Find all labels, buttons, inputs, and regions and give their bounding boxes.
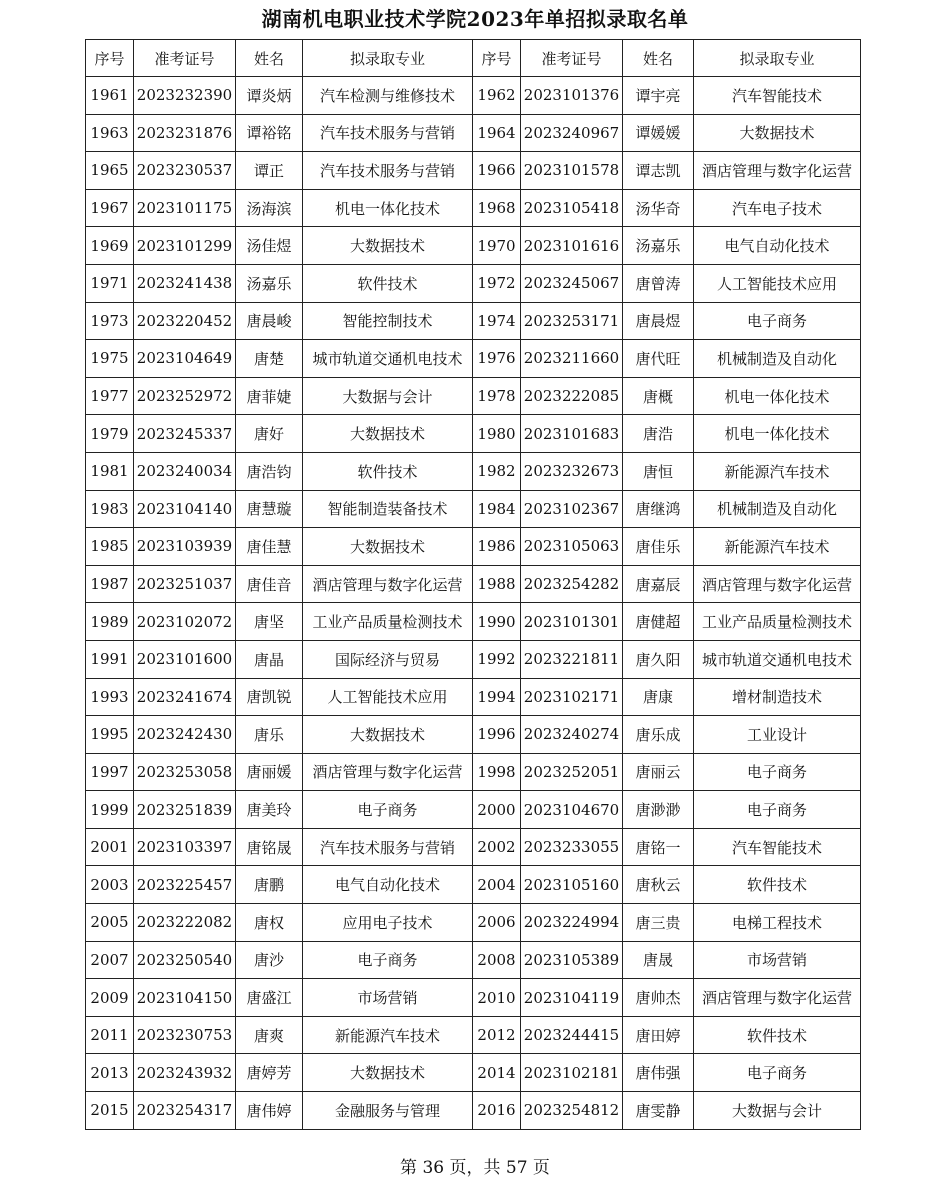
name-cell: 唐鹏 xyxy=(236,866,303,904)
name-cell: 唐伟婷 xyxy=(236,1092,303,1130)
exam-id-cell: 2023102072 xyxy=(134,603,236,641)
seq-cell: 1971 xyxy=(86,264,134,302)
exam-id-cell: 2023101299 xyxy=(134,227,236,265)
major-cell: 软件技术 xyxy=(303,264,473,302)
name-cell: 唐渺渺 xyxy=(623,791,694,829)
name-cell: 唐晨峻 xyxy=(236,302,303,340)
major-cell: 人工智能技术应用 xyxy=(694,264,861,302)
seq-cell: 1992 xyxy=(473,640,521,678)
major-cell: 大数据与会计 xyxy=(303,377,473,415)
major-cell: 智能制造装备技术 xyxy=(303,490,473,528)
name-cell: 唐楚 xyxy=(236,340,303,378)
seq-cell: 2005 xyxy=(86,904,134,942)
seq-cell: 1998 xyxy=(473,753,521,791)
exam-id-cell: 2023101683 xyxy=(521,415,623,453)
seq-cell: 1981 xyxy=(86,452,134,490)
exam-id-cell: 2023254282 xyxy=(521,565,623,603)
table-row xyxy=(86,716,861,754)
name-cell: 唐浩钧 xyxy=(236,452,303,490)
table-row xyxy=(86,415,861,453)
name-cell: 唐雯静 xyxy=(623,1092,694,1130)
table-row xyxy=(86,1092,861,1130)
exam-id-cell: 2023230753 xyxy=(134,1016,236,1054)
exam-id-cell: 2023105160 xyxy=(521,866,623,904)
page-footer: 第 36 页，共 57 页 xyxy=(400,1158,550,1178)
major-cell: 机械制造及自动化 xyxy=(694,340,861,378)
admission-table xyxy=(85,39,861,1130)
seq-cell: 2003 xyxy=(86,866,134,904)
table-row xyxy=(86,1016,861,1054)
seq-cell: 1996 xyxy=(473,716,521,754)
major-cell: 城市轨道交通机电技术 xyxy=(303,340,473,378)
seq-cell: 2010 xyxy=(473,979,521,1017)
major-cell: 大数据技术 xyxy=(694,114,861,152)
exam-id-cell: 2023101175 xyxy=(134,189,236,227)
seq-cell: 1976 xyxy=(473,340,521,378)
major-cell: 软件技术 xyxy=(694,866,861,904)
seq-cell: 1988 xyxy=(473,565,521,603)
major-cell: 软件技术 xyxy=(303,452,473,490)
table-row xyxy=(86,302,861,340)
exam-id-cell: 2023104140 xyxy=(134,490,236,528)
seq-cell: 2014 xyxy=(473,1054,521,1092)
exam-id-cell: 2023232673 xyxy=(521,452,623,490)
column-header-exam-id: 准考证号 xyxy=(134,40,236,77)
major-cell: 大数据技术 xyxy=(303,1054,473,1092)
exam-id-cell: 2023105418 xyxy=(521,189,623,227)
name-cell: 唐三贵 xyxy=(623,904,694,942)
seq-cell: 1979 xyxy=(86,415,134,453)
name-cell: 唐丽媛 xyxy=(236,753,303,791)
exam-id-cell: 2023104119 xyxy=(521,979,623,1017)
name-cell: 唐继鸿 xyxy=(623,490,694,528)
major-cell: 大数据技术 xyxy=(303,415,473,453)
major-cell: 酒店管理与数字化运营 xyxy=(694,979,861,1017)
major-cell: 酒店管理与数字化运营 xyxy=(694,152,861,190)
major-cell: 机电一体化技术 xyxy=(694,415,861,453)
exam-id-cell: 2023103397 xyxy=(134,828,236,866)
seq-cell: 1963 xyxy=(86,114,134,152)
major-cell: 电气自动化技术 xyxy=(303,866,473,904)
table-row xyxy=(86,791,861,829)
seq-cell: 1993 xyxy=(86,678,134,716)
column-header-major: 拟录取专业 xyxy=(303,40,473,77)
exam-id-cell: 2023252051 xyxy=(521,753,623,791)
table-row xyxy=(86,640,861,678)
seq-cell: 1986 xyxy=(473,528,521,566)
exam-id-cell: 2023251839 xyxy=(134,791,236,829)
column-header-seq: 序号 xyxy=(473,40,521,77)
exam-id-cell: 2023244415 xyxy=(521,1016,623,1054)
table-row xyxy=(86,904,861,942)
name-cell: 唐康 xyxy=(623,678,694,716)
exam-id-cell: 2023101301 xyxy=(521,603,623,641)
table-row xyxy=(86,866,861,904)
exam-id-cell: 2023224994 xyxy=(521,904,623,942)
name-cell: 谭宇亮 xyxy=(623,77,694,115)
table-row xyxy=(86,490,861,528)
seq-cell: 1965 xyxy=(86,152,134,190)
name-cell: 唐晟 xyxy=(623,941,694,979)
seq-cell: 2011 xyxy=(86,1016,134,1054)
seq-cell: 2000 xyxy=(473,791,521,829)
table-row xyxy=(86,340,861,378)
seq-cell: 1990 xyxy=(473,603,521,641)
seq-cell: 1974 xyxy=(473,302,521,340)
seq-cell: 1972 xyxy=(473,264,521,302)
exam-id-cell: 2023105063 xyxy=(521,528,623,566)
exam-id-cell: 2023222082 xyxy=(134,904,236,942)
exam-id-cell: 2023102367 xyxy=(521,490,623,528)
seq-cell: 1964 xyxy=(473,114,521,152)
name-cell: 汤嘉乐 xyxy=(623,227,694,265)
major-cell: 电子商务 xyxy=(694,1054,861,1092)
major-cell: 城市轨道交通机电技术 xyxy=(694,640,861,678)
major-cell: 软件技术 xyxy=(694,1016,861,1054)
major-cell: 汽车智能技术 xyxy=(694,77,861,115)
table-row xyxy=(86,189,861,227)
exam-id-cell: 2023230537 xyxy=(134,152,236,190)
exam-id-cell: 2023243932 xyxy=(134,1054,236,1092)
major-cell: 工业设计 xyxy=(694,716,861,754)
seq-cell: 1983 xyxy=(86,490,134,528)
seq-cell: 2012 xyxy=(473,1016,521,1054)
name-cell: 谭炎炳 xyxy=(236,77,303,115)
exam-id-cell: 2023220452 xyxy=(134,302,236,340)
name-cell: 唐田婷 xyxy=(623,1016,694,1054)
exam-id-cell: 2023253058 xyxy=(134,753,236,791)
seq-cell: 2007 xyxy=(86,941,134,979)
exam-id-cell: 2023103939 xyxy=(134,528,236,566)
seq-cell: 2008 xyxy=(473,941,521,979)
name-cell: 唐坚 xyxy=(236,603,303,641)
exam-id-cell: 2023104670 xyxy=(521,791,623,829)
exam-id-cell: 2023240034 xyxy=(134,452,236,490)
exam-id-cell: 2023105389 xyxy=(521,941,623,979)
name-cell: 唐好 xyxy=(236,415,303,453)
name-cell: 唐铭晟 xyxy=(236,828,303,866)
table-body xyxy=(86,77,861,1130)
name-cell: 唐爽 xyxy=(236,1016,303,1054)
seq-cell: 1995 xyxy=(86,716,134,754)
table-row xyxy=(86,1054,861,1092)
seq-cell: 1970 xyxy=(473,227,521,265)
major-cell: 金融服务与管理 xyxy=(303,1092,473,1130)
major-cell: 电子商务 xyxy=(303,791,473,829)
name-cell: 唐佳音 xyxy=(236,565,303,603)
major-cell: 机械制造及自动化 xyxy=(694,490,861,528)
seq-cell: 1991 xyxy=(86,640,134,678)
exam-id-cell: 2023245337 xyxy=(134,415,236,453)
column-header-exam-id: 准考证号 xyxy=(521,40,623,77)
major-cell: 大数据与会计 xyxy=(694,1092,861,1130)
exam-id-cell: 2023101376 xyxy=(521,77,623,115)
major-cell: 大数据技术 xyxy=(303,227,473,265)
seq-cell: 2015 xyxy=(86,1092,134,1130)
column-header-name: 姓名 xyxy=(623,40,694,77)
exam-id-cell: 2023101616 xyxy=(521,227,623,265)
major-cell: 机电一体化技术 xyxy=(303,189,473,227)
seq-cell: 1975 xyxy=(86,340,134,378)
name-cell: 汤华奇 xyxy=(623,189,694,227)
name-cell: 唐凯锐 xyxy=(236,678,303,716)
exam-id-cell: 2023250540 xyxy=(134,941,236,979)
exam-id-cell: 2023252972 xyxy=(134,377,236,415)
seq-cell: 1967 xyxy=(86,189,134,227)
seq-cell: 2016 xyxy=(473,1092,521,1130)
exam-id-cell: 2023233055 xyxy=(521,828,623,866)
major-cell: 市场营销 xyxy=(303,979,473,1017)
exam-id-cell: 2023242430 xyxy=(134,716,236,754)
table-row xyxy=(86,227,861,265)
name-cell: 谭正 xyxy=(236,152,303,190)
seq-cell: 1982 xyxy=(473,452,521,490)
major-cell: 新能源汽车技术 xyxy=(694,452,861,490)
exam-id-cell: 2023231876 xyxy=(134,114,236,152)
name-cell: 唐曾涛 xyxy=(623,264,694,302)
name-cell: 唐秋云 xyxy=(623,866,694,904)
seq-cell: 2013 xyxy=(86,1054,134,1092)
major-cell: 电子商务 xyxy=(694,302,861,340)
major-cell: 应用电子技术 xyxy=(303,904,473,942)
name-cell: 唐丽云 xyxy=(623,753,694,791)
major-cell: 汽车检测与维修技术 xyxy=(303,77,473,115)
name-cell: 唐帅杰 xyxy=(623,979,694,1017)
name-cell: 唐慧璇 xyxy=(236,490,303,528)
seq-cell: 1973 xyxy=(86,302,134,340)
table-row xyxy=(86,603,861,641)
exam-id-cell: 2023102181 xyxy=(521,1054,623,1092)
major-cell: 工业产品质量检测技术 xyxy=(303,603,473,641)
exam-id-cell: 2023211660 xyxy=(521,340,623,378)
seq-cell: 2002 xyxy=(473,828,521,866)
name-cell: 唐菲婕 xyxy=(236,377,303,415)
table-row xyxy=(86,678,861,716)
major-cell: 电子商务 xyxy=(694,753,861,791)
exam-id-cell: 2023251037 xyxy=(134,565,236,603)
table-row xyxy=(86,77,861,115)
exam-id-cell: 2023101600 xyxy=(134,640,236,678)
exam-id-cell: 2023253171 xyxy=(521,302,623,340)
exam-id-cell: 2023245067 xyxy=(521,264,623,302)
seq-cell: 2004 xyxy=(473,866,521,904)
name-cell: 谭裕铭 xyxy=(236,114,303,152)
name-cell: 汤佳煜 xyxy=(236,227,303,265)
table-row xyxy=(86,114,861,152)
seq-cell: 1989 xyxy=(86,603,134,641)
exam-id-cell: 2023225457 xyxy=(134,866,236,904)
exam-id-cell: 2023241674 xyxy=(134,678,236,716)
seq-cell: 1978 xyxy=(473,377,521,415)
name-cell: 唐代旺 xyxy=(623,340,694,378)
table-row xyxy=(86,828,861,866)
exam-id-cell: 2023102171 xyxy=(521,678,623,716)
name-cell: 唐佳慧 xyxy=(236,528,303,566)
major-cell: 增材制造技术 xyxy=(694,678,861,716)
major-cell: 新能源汽车技术 xyxy=(303,1016,473,1054)
name-cell: 唐铭一 xyxy=(623,828,694,866)
major-cell: 汽车技术服务与营销 xyxy=(303,152,473,190)
name-cell: 唐伟强 xyxy=(623,1054,694,1092)
table-row xyxy=(86,528,861,566)
major-cell: 电气自动化技术 xyxy=(694,227,861,265)
table-row xyxy=(86,753,861,791)
name-cell: 唐佳乐 xyxy=(623,528,694,566)
seq-cell: 1977 xyxy=(86,377,134,415)
table-row xyxy=(86,979,861,1017)
name-cell: 唐晨煜 xyxy=(623,302,694,340)
name-cell: 唐权 xyxy=(236,904,303,942)
name-cell: 唐乐成 xyxy=(623,716,694,754)
column-header-seq: 序号 xyxy=(86,40,134,77)
name-cell: 唐恒 xyxy=(623,452,694,490)
name-cell: 唐晶 xyxy=(236,640,303,678)
exam-id-cell: 2023222085 xyxy=(521,377,623,415)
major-cell: 酒店管理与数字化运营 xyxy=(303,753,473,791)
major-cell: 酒店管理与数字化运营 xyxy=(694,565,861,603)
major-cell: 电梯工程技术 xyxy=(694,904,861,942)
name-cell: 唐乐 xyxy=(236,716,303,754)
exam-id-cell: 2023101578 xyxy=(521,152,623,190)
name-cell: 汤海滨 xyxy=(236,189,303,227)
seq-cell: 1997 xyxy=(86,753,134,791)
major-cell: 酒店管理与数字化运营 xyxy=(303,565,473,603)
major-cell: 工业产品质量检测技术 xyxy=(694,603,861,641)
exam-id-cell: 2023104649 xyxy=(134,340,236,378)
seq-cell: 1980 xyxy=(473,415,521,453)
name-cell: 唐美玲 xyxy=(236,791,303,829)
exam-id-cell: 2023232390 xyxy=(134,77,236,115)
seq-cell: 1962 xyxy=(473,77,521,115)
seq-cell: 2006 xyxy=(473,904,521,942)
exam-id-cell: 2023240274 xyxy=(521,716,623,754)
column-header-major: 拟录取专业 xyxy=(694,40,861,77)
seq-cell: 1985 xyxy=(86,528,134,566)
name-cell: 唐婷芳 xyxy=(236,1054,303,1092)
table-row xyxy=(86,377,861,415)
seq-cell: 1984 xyxy=(473,490,521,528)
major-cell: 人工智能技术应用 xyxy=(303,678,473,716)
document-title: 湖南机电职业技术学院2023年单招拟录取名单 xyxy=(261,7,689,31)
table-row xyxy=(86,264,861,302)
name-cell: 唐久阳 xyxy=(623,640,694,678)
table-header-row xyxy=(86,40,861,77)
exam-id-cell: 2023221811 xyxy=(521,640,623,678)
exam-id-cell: 2023254317 xyxy=(134,1092,236,1130)
table-row xyxy=(86,452,861,490)
table-row xyxy=(86,565,861,603)
major-cell: 机电一体化技术 xyxy=(694,377,861,415)
seq-cell: 1961 xyxy=(86,77,134,115)
name-cell: 谭媛媛 xyxy=(623,114,694,152)
name-cell: 谭志凯 xyxy=(623,152,694,190)
seq-cell: 1987 xyxy=(86,565,134,603)
seq-cell: 1968 xyxy=(473,189,521,227)
major-cell: 大数据技术 xyxy=(303,528,473,566)
table-row xyxy=(86,941,861,979)
major-cell: 电子商务 xyxy=(694,791,861,829)
major-cell: 智能控制技术 xyxy=(303,302,473,340)
name-cell: 唐概 xyxy=(623,377,694,415)
major-cell: 电子商务 xyxy=(303,941,473,979)
seq-cell: 2009 xyxy=(86,979,134,1017)
major-cell: 大数据技术 xyxy=(303,716,473,754)
major-cell: 国际经济与贸易 xyxy=(303,640,473,678)
seq-cell: 1966 xyxy=(473,152,521,190)
seq-cell: 1999 xyxy=(86,791,134,829)
seq-cell: 1969 xyxy=(86,227,134,265)
name-cell: 唐嘉辰 xyxy=(623,565,694,603)
table-row xyxy=(86,152,861,190)
seq-cell: 2001 xyxy=(86,828,134,866)
column-header-name: 姓名 xyxy=(236,40,303,77)
name-cell: 唐沙 xyxy=(236,941,303,979)
name-cell: 汤嘉乐 xyxy=(236,264,303,302)
exam-id-cell: 2023241438 xyxy=(134,264,236,302)
major-cell: 汽车电子技术 xyxy=(694,189,861,227)
major-cell: 市场营销 xyxy=(694,941,861,979)
major-cell: 汽车技术服务与营销 xyxy=(303,114,473,152)
major-cell: 新能源汽车技术 xyxy=(694,528,861,566)
exam-id-cell: 2023104150 xyxy=(134,979,236,1017)
seq-cell: 1994 xyxy=(473,678,521,716)
name-cell: 唐健超 xyxy=(623,603,694,641)
exam-id-cell: 2023240967 xyxy=(521,114,623,152)
major-cell: 汽车智能技术 xyxy=(694,828,861,866)
major-cell: 汽车技术服务与营销 xyxy=(303,828,473,866)
exam-id-cell: 2023254812 xyxy=(521,1092,623,1130)
name-cell: 唐盛江 xyxy=(236,979,303,1017)
name-cell: 唐浩 xyxy=(623,415,694,453)
